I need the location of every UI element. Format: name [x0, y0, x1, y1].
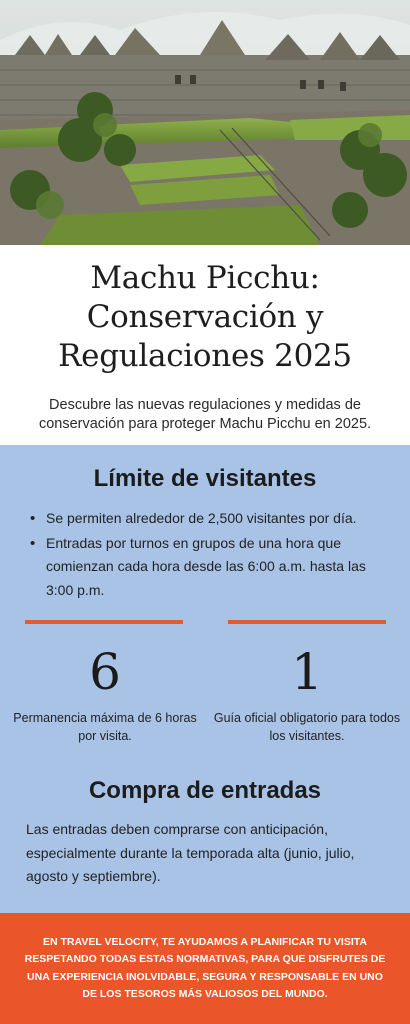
tickets-heading: Compra de entradas — [88, 777, 322, 804]
stat-label: Guía oficial obligatorio para todos los visitantes. — [213, 711, 401, 743]
stat-guide — [212, 640, 402, 745]
header — [0, 245, 410, 434]
page-subtitle: Descubre las nuevas regulaciones y medidas de conservación para proteger Machu Picchu en 2025. — [38, 397, 372, 432]
info-panel — [0, 445, 410, 915]
footer-banner — [0, 913, 410, 1024]
visitor-limit-heading: Límite de visitantes — [93, 465, 317, 492]
list-item: • Entradas por turnos en grupos de una hora que comienzan cada hora desde las 6:00 a.m. hasta las 3:00 p.m. — [28, 532, 390, 603]
list-item: • Se permiten alrededor de 2,500 visitantes por día. — [28, 507, 390, 531]
visitor-limit-list — [28, 507, 390, 603]
hero-photo — [0, 0, 410, 245]
page-title: Machu Picchu: Conservación y Regulaciones 2025 — [58, 260, 352, 374]
stat-label: Permanencia máxima de 6 horas por visita. — [13, 711, 197, 743]
stat-number: 6 — [89, 643, 121, 701]
divider-rule — [228, 620, 386, 624]
stat-duration — [10, 640, 200, 745]
footer-text: EN TRAVEL VELOCITY, TE AYUDAMOS A PLANIFICAR TU VISITA RESPETANDO TODAS ESTAS NORMATIVAS, PARA QUE DISFRUTES DE UNA EXPERIENCIA INOLVIDABLE, SEGURA Y RESPONSABLE EN UNO DE LOS TESOROS MÁS VALIOSOS DEL MUNDO. — [24, 935, 386, 1000]
tickets-text: Las entradas deben comprarse con anticipación, especialmente durante la temporada alta (junio, julio, agosto y septiembre). — [26, 821, 355, 884]
stat-number: 1 — [291, 643, 323, 701]
divider-rule — [25, 620, 183, 624]
